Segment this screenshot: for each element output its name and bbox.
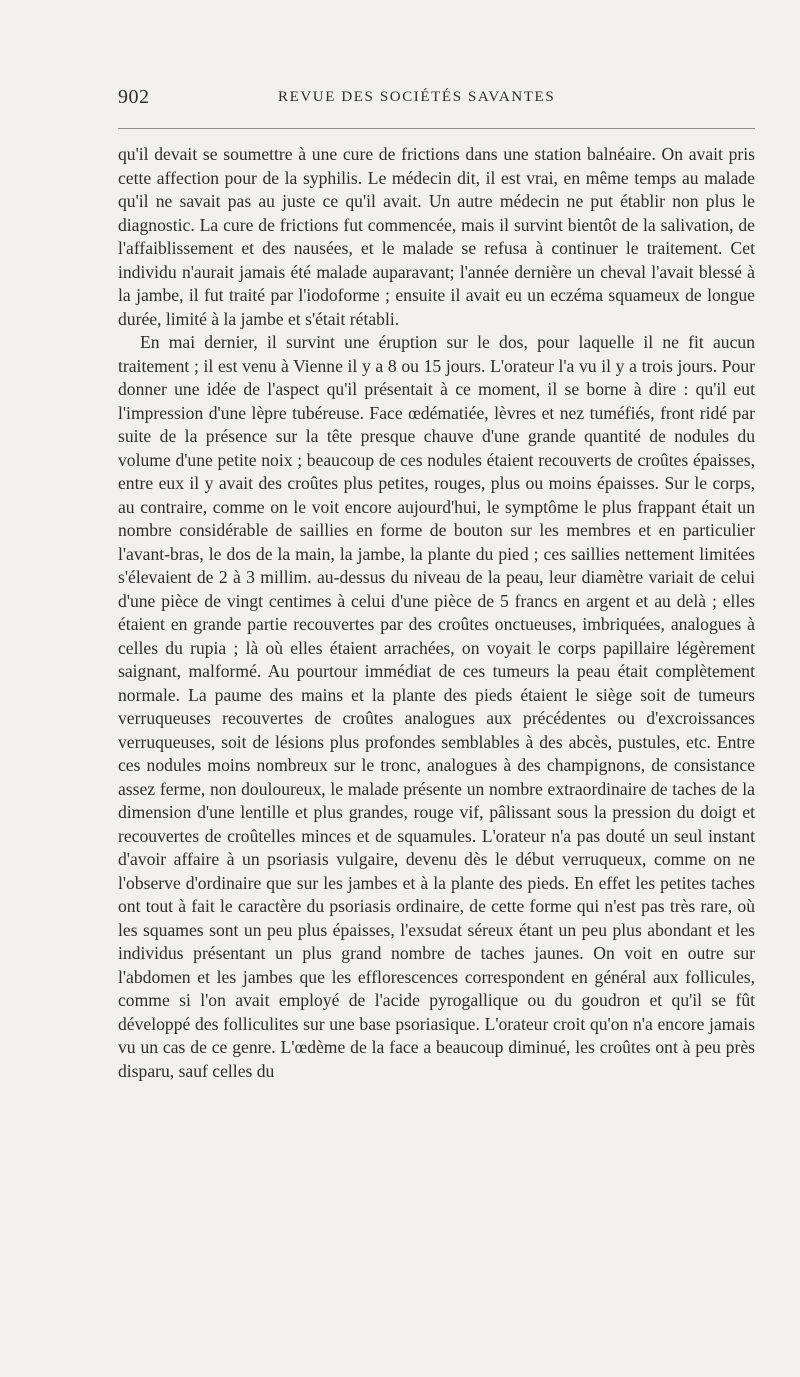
running-title: REVUE DES SOCIÉTÉS SAVANTES xyxy=(278,89,556,105)
page-number: 902 xyxy=(118,86,150,108)
document-page xyxy=(118,86,755,1083)
running-head xyxy=(118,86,755,114)
body-text xyxy=(118,143,755,1083)
paragraph-2: En mai dernier, il survint une éruption sur le dos, pour laquelle il ne fit aucun traitement ; il est venu à Vienne il y a 8 ou 15 jours. L'orateur l'a vu il y a trois jours. Pour donner une idée de l'aspect qu'il présentait à ce moment, il se borne à dire : qu'il eut l'impression d'une lèpre tubéreuse. Face œdématiée, lèvres et nez tuméfiés, front ridé par suite de la présence sur la tête presque chauve d'une grande quantité de nodules du volume d'une petite noix ; beaucoup de ces nodules étaient recouverts de croûtes épaisses, entre eux il y avait des croûtes plus petites, rouges, plus ou moins épaisses. Sur le corps, au contraire, comme on le voit encore aujourd'hui, le symptôme le plus frappant était un nombre considérable de saillies en forme de bouton sur les membres et en particulier l'avant-bras, le dos de la main, la jambe, la plante du pied ; ces saillies nettement limitées s'élevaient de 2 à 3 millim. au-dessus du niveau de la peau, leur diamètre variait de celui d'une pièce de vingt centimes à celui d'une pièce de 5 francs en argent et au delà ; elles étaient en grande partie recouvertes par des croûtes onctueuses, imbriquées, analogues à celles du rupia ; là où elles étaient arrachées, on voyait le corps papillaire légèrement saignant, malformé. Au pourtour immédiat de ces tumeurs la peau était complètement normale. La paume des mains et la plante des pieds étaient le siège soit de tumeurs verruqueuses recouvertes de croûtes analogues aux précédentes ou d'excroissances verruqueuses, soit de lésions plus profondes semblables à des abcès, pustules, etc. Entre ces nodules moins nombreux sur le tronc, analogues à des champignons, de consistance assez ferme, non douloureux, le malade présente un nombre extraordinaire de taches de la dimension d'une lentille et plus grandes, rouge vif, pâlissant sous la pression du doigt et recouvertes de croûtelles minces et de squamules. L'orateur n'a pas douté un seul instant d'avoir affaire à un psoriasis vulgaire, devenu dès le début verruqueux, comme on ne l'observe d'ordinaire que sur les jambes et à la plante des pieds. En effet les petites taches ont tout à fait le caractère du psoriasis ordinaire, de cette forme qui n'est pas très rare, où les squames sont un peu plus épaisses, l'exsudat séreux étant un peu plus abondant et les individus présentant un plus grand nombre de taches jaunes. On voit en outre sur l'abdomen et les jambes que les efflorescences correspondent en général aux follicules, comme si l'on avait employé de l'acide pyrogallique ou du goudron et qu'il se fût développé des folliculites sur une base psoriasique. L'orateur croit qu'on n'a encore jamais vu un cas de ce genre. L'œdème de la face a beaucoup diminué, les croûtes ont à peu près disparu, sauf celles du xyxy=(118,332,755,1081)
paragraph-1: qu'il devait se soumettre à une cure de frictions dans une station balnéaire. On avait pris cette affection pour de la syphilis. Le médecin dit, il est vrai, en même temps au malade qu'il ne savait pas au juste ce qu'il avait. Un autre médecin ne put établir non plus le diagnostic. La cure de frictions fut commencée, mais il survint bientôt de la salivation, de l'affaiblissement et des nausées, et le malade se refusa à continuer le traitement. Cet individu n'aurait jamais été malade auparavant; l'année dernière un cheval l'avait blessé à la jambe, il fut traité par l'iodoforme ; ensuite il avait eu un eczéma squameux de longue durée, limité à la jambe et s'était rétabli. xyxy=(118,144,755,329)
header-rule xyxy=(118,128,755,129)
